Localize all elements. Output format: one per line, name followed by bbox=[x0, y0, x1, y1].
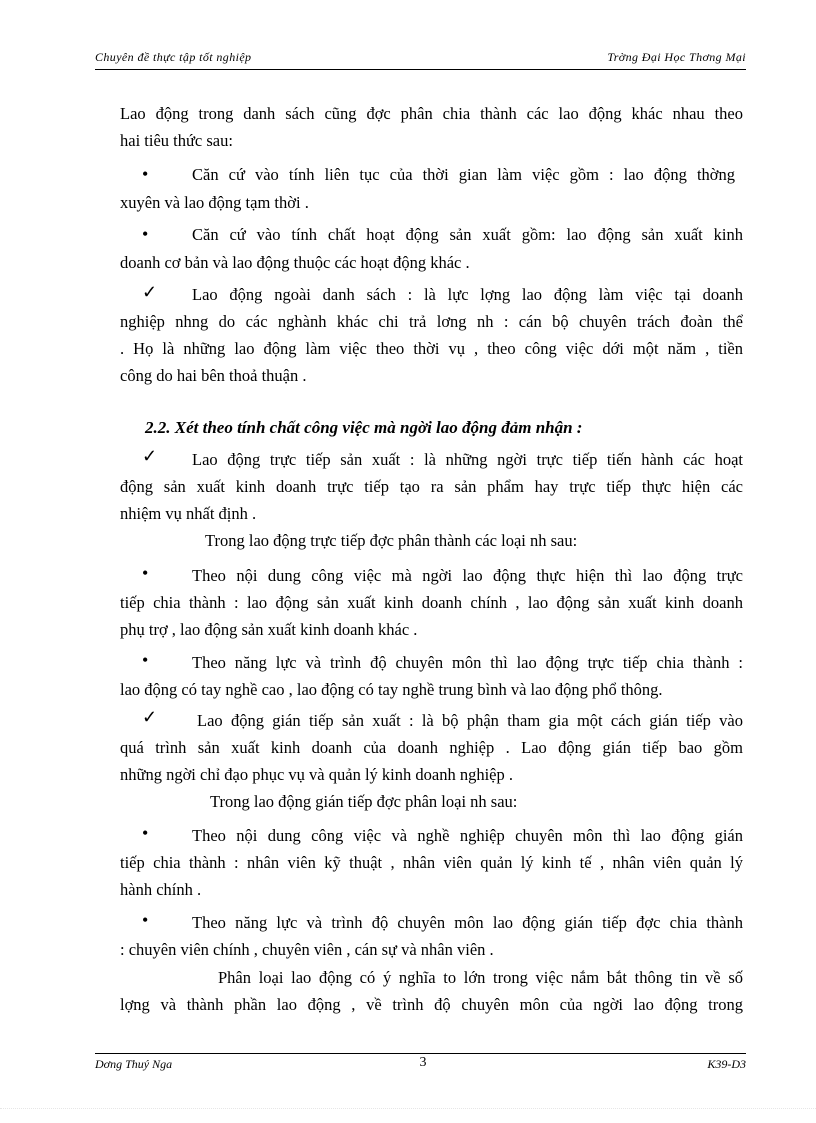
bullet-icon: • bbox=[142, 823, 149, 843]
bullet-line: Theo nội dung công việc và nghề nghiệp chuyên môn thì lao động gián bbox=[192, 826, 743, 845]
footer-author: Dơng Thuý Nga bbox=[95, 1057, 173, 1071]
page-footer bbox=[95, 1057, 746, 1075]
bullet-line: Căn cứ vào tính chất hoạt động sản xuất gồm: lao động sản xuất kinh bbox=[192, 225, 743, 244]
check-line: nghiệp nhng do các nghành khác chi trả lơng nh : cán bộ chuyên trách đoàn thể bbox=[120, 312, 743, 331]
paragraph-line: Trong lao động trực tiếp đợc phân thành các loại nh sau: bbox=[205, 531, 578, 550]
check-line: Lao động ngoài danh sách : là lực lợng lao động làm việc tại doanh bbox=[192, 285, 743, 304]
bullet-line: tiếp chia thành : lao động sản xuất kinh doanh chính , lao động sản xuất kinh doanh bbox=[120, 593, 743, 612]
footer-class-code: K39-D3 bbox=[707, 1057, 746, 1071]
bullet-line: lao động có tay nghề cao , lao động có tay nghề trung bình và lao động phổ thông. bbox=[120, 680, 663, 699]
bullet-icon: • bbox=[142, 910, 149, 930]
bullet-line: doanh cơ bản và lao động thuộc các hoạt động khác . bbox=[120, 253, 470, 272]
bullet-icon: • bbox=[142, 224, 149, 244]
check-line: Lao động trực tiếp sản xuất : là những ngời trực tiếp tiến hành các hoạt bbox=[192, 450, 743, 469]
check-line: Lao động gián tiếp sản xuất : là bộ phận tham gia một cách gián tiếp vào bbox=[197, 711, 743, 730]
header-university: Trờng Đại Học Thơng Mại bbox=[607, 50, 746, 64]
bullet-line: Theo năng lực và trình độ chuyên môn lao động gián tiếp đợc chia thành bbox=[192, 913, 743, 932]
check-line: nhiệm vụ nhất định . bbox=[120, 504, 257, 523]
check-line: công do hai bên thoả thuận . bbox=[120, 366, 307, 385]
check-line: . Họ là những lao động làm việc theo thời vụ , theo công việc dới một năm , tiền bbox=[120, 339, 743, 358]
bullet-line: hành chính . bbox=[120, 880, 202, 899]
bullet-line: xuyên và lao động tạm thời . bbox=[120, 193, 309, 212]
page-header bbox=[95, 50, 746, 68]
header-title: Chuyên đề thực tập tốt nghiệp bbox=[95, 50, 252, 64]
paragraph-line: lợng và thành phần lao động , về trình độ chuyên môn của ngời lao động trong bbox=[120, 995, 743, 1014]
bullet-icon: • bbox=[142, 164, 149, 184]
page-edge bbox=[0, 1108, 816, 1109]
paragraph-line: Trong lao động gián tiếp đợc phân loại nh sau: bbox=[210, 792, 518, 811]
bullet-line: tiếp chia thành : nhân viên kỹ thuật , nhân viên quản lý kinh tế , nhân viên quản lý bbox=[120, 853, 743, 872]
bullet-line: Căn cứ vào tính liên tục của thời gian làm việc gồm : lao động thờng bbox=[192, 165, 735, 184]
bullet-line: : chuyên viên chính , chuyên viên , cán sự và nhân viên . bbox=[120, 940, 494, 959]
bullet-line: Theo nội dung công việc mà ngời lao động thực hiện thì lao động trực bbox=[192, 566, 743, 585]
paragraph-line: Lao động trong danh sách cũng đợc phân chia thành các lao động khác nhau theo bbox=[120, 104, 743, 123]
page-number: 3 bbox=[419, 1055, 427, 1070]
paragraph-line: Phân loại lao động có ý nghĩa to lớn trong việc nắm bắt thông tin về số bbox=[218, 968, 743, 987]
bullet-line: phụ trợ , lao động sản xuất kinh doanh khác . bbox=[120, 620, 418, 639]
check-icon: ✓ bbox=[142, 282, 158, 302]
check-icon: ✓ bbox=[142, 707, 158, 727]
bullet-icon: • bbox=[142, 563, 149, 583]
check-line: động sản xuất kinh doanh trực tiếp tạo ra sản phẩm hay trực tiếp thực hiện các bbox=[120, 477, 743, 496]
bullet-line: Theo năng lực và trình độ chuyên môn thì lao động trực tiếp chia thành : bbox=[192, 653, 743, 672]
check-line: quá trình sản xuất kinh doanh của doanh nghiệp . Lao động gián tiếp bao gồm bbox=[120, 738, 743, 757]
check-icon: ✓ bbox=[142, 446, 158, 466]
paragraph-line: hai tiêu thức sau: bbox=[120, 131, 233, 150]
footer-rule bbox=[95, 1053, 746, 1054]
header-rule bbox=[95, 69, 746, 70]
section-title: 2.2. Xét theo tính chất công việc mà ngời lao động đảm nhận : bbox=[145, 418, 583, 437]
check-line: những ngời chỉ đạo phục vụ và quản lý kinh doanh nghiệp . bbox=[120, 765, 513, 784]
bullet-icon: • bbox=[142, 650, 149, 670]
